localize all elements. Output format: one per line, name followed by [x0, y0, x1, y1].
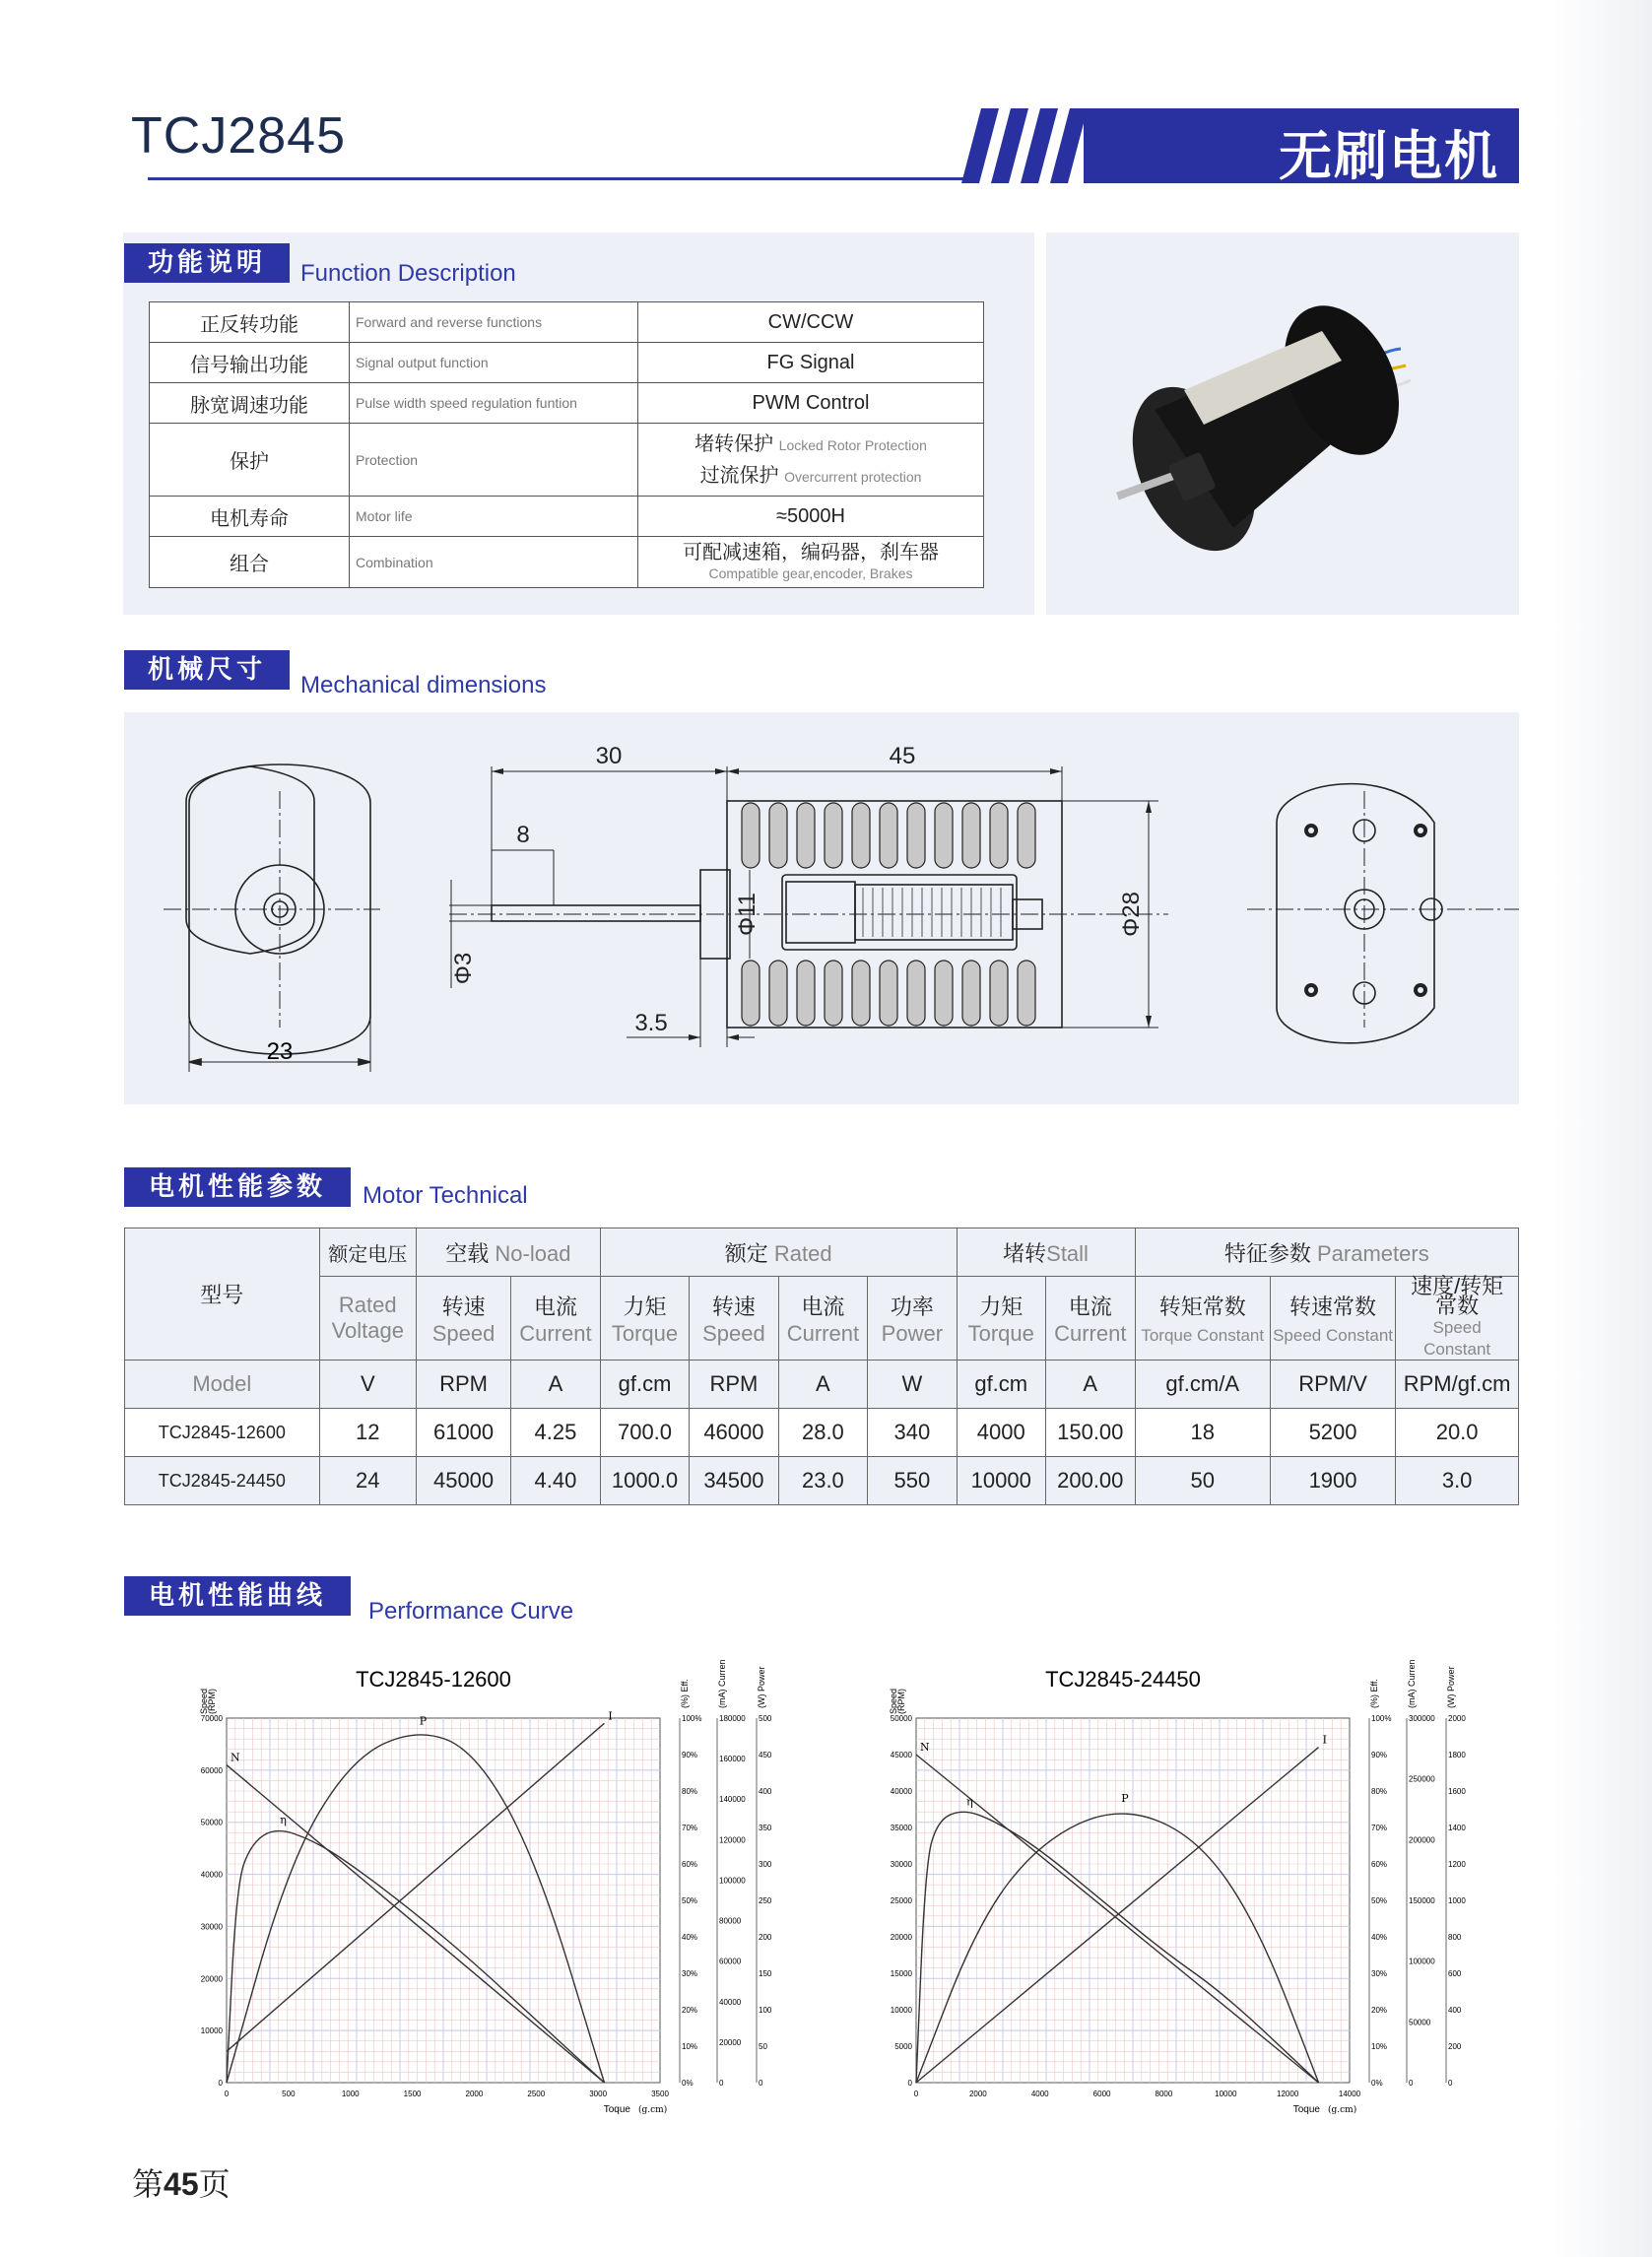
- subheader-cn: 转矩常数: [1158, 1294, 1246, 1319]
- protection-item-en: Overcurrent protection: [784, 468, 922, 485]
- table-row: [150, 383, 984, 424]
- series-label: I: [1322, 1733, 1327, 1747]
- protection-item: 过流保护: [699, 462, 779, 487]
- subheader-en: Torque Constant: [1141, 1325, 1265, 1345]
- table-cell: PWM Control: [638, 383, 984, 424]
- table-cell: 34500: [690, 1457, 778, 1505]
- right-tick-label: 2000: [1448, 1714, 1466, 1723]
- right-tick-label: 200: [1448, 2042, 1462, 2051]
- table-cell: 4000: [957, 1409, 1045, 1457]
- unit-cell: gf.cm: [600, 1361, 689, 1409]
- table-cell: 脉宽调速功能: [150, 383, 350, 424]
- header-cn: 堵转: [1003, 1241, 1047, 1267]
- right-tick-label: 0%: [1371, 2079, 1383, 2088]
- right-tick-label: 20000: [719, 2037, 742, 2047]
- table-cell: ≈5000H: [638, 497, 984, 537]
- header-en: No-load: [495, 1240, 571, 1266]
- table-cell: 61000: [416, 1409, 510, 1457]
- dim-30: 30: [595, 743, 623, 769]
- table-cell: 信号输出功能: [150, 343, 350, 383]
- table-header: [957, 1228, 1135, 1277]
- right-tick-label: 100%: [1371, 1714, 1392, 1723]
- right-tick-label: 40000: [719, 1997, 742, 2007]
- right-tick-label: 200: [759, 1933, 772, 1942]
- subheader: Voltage: [331, 1318, 404, 1343]
- y-tick-label: 40000: [200, 1870, 223, 1880]
- y-tick-label: 5000: [894, 2042, 912, 2051]
- series-label: η: [280, 1814, 287, 1826]
- table-header: 型号: [125, 1228, 320, 1361]
- table-header: [416, 1277, 510, 1361]
- table-row: [125, 1409, 1519, 1457]
- right-axis-label: (mA) Curren: [1407, 1659, 1417, 1708]
- x-tick-label: 0: [224, 2090, 230, 2098]
- table-header: [1045, 1277, 1135, 1361]
- series-label: P: [419, 1714, 428, 1728]
- x-tick-label: 10000: [1215, 2090, 1237, 2098]
- protection-item: 堵转保护: [694, 431, 774, 455]
- subheader-en: Current: [786, 1320, 860, 1346]
- right-tick-label: 150: [759, 1969, 772, 1978]
- y-tick-label: 0: [218, 2079, 223, 2088]
- subheader-cn: 电流: [533, 1294, 577, 1319]
- right-tick-label: 0: [1409, 2079, 1414, 2088]
- table-cell: 组合: [150, 537, 350, 588]
- right-axis-label: (%) Eff.: [680, 1679, 690, 1708]
- table-row: [125, 1228, 1519, 1277]
- table-cell: 340: [868, 1409, 957, 1457]
- table-header: [319, 1277, 416, 1361]
- table-header: [1396, 1274, 1519, 1361]
- page-prefix: 第: [132, 2165, 165, 2203]
- y-tick-label: 20000: [890, 1933, 912, 1942]
- table-cell: 550: [868, 1457, 957, 1505]
- y-tick-label: 10000: [890, 2006, 912, 2015]
- motor-photo: [1046, 232, 1519, 615]
- subheader-en: Speed Constant: [1273, 1325, 1393, 1345]
- table-header: [600, 1228, 957, 1277]
- right-tick-label: 60%: [1371, 1860, 1388, 1869]
- table-cell: 正反转功能: [150, 302, 350, 343]
- dim-28: Φ28: [1118, 892, 1145, 937]
- series-label: I: [608, 1709, 613, 1723]
- header-cn: 额定: [724, 1241, 768, 1267]
- series-label: η: [966, 1795, 973, 1809]
- category-banner: [1084, 108, 1519, 187]
- table-cell: 18: [1135, 1409, 1270, 1457]
- unit-cell: RPM/gf.cm: [1396, 1361, 1519, 1409]
- subheader-en: Speed: [431, 1320, 496, 1346]
- right-tick-label: 300: [759, 1860, 772, 1869]
- performance-chart-12600: [177, 1657, 788, 2120]
- table-cell: Motor life: [350, 497, 638, 537]
- right-tick-label: 10%: [1371, 2042, 1388, 2051]
- x-axis-label: Toque: [1292, 2104, 1320, 2115]
- right-tick-label: 20%: [1371, 2006, 1388, 2015]
- x-tick-label: 500: [282, 2090, 296, 2098]
- unit-cell: RPM: [416, 1361, 510, 1409]
- chart-title: TCJ2845-24450: [1045, 1667, 1201, 1692]
- subheader: Rated: [338, 1293, 397, 1317]
- table-row: [125, 1457, 1519, 1505]
- dim-45: 45: [889, 743, 916, 769]
- right-tick-label: 50: [759, 2042, 767, 2051]
- header-underline: [148, 177, 975, 180]
- table-cell: 28.0: [778, 1409, 868, 1457]
- table-header: [778, 1277, 868, 1361]
- subheader-en: Torque: [967, 1320, 1034, 1346]
- dim-23: 23: [266, 1038, 294, 1065]
- subheader-en: Current: [519, 1320, 592, 1346]
- table-cell: CW/CCW: [638, 302, 984, 343]
- page-suffix: 页: [198, 2165, 231, 2203]
- technical-section-subtitle: Motor Technical: [363, 1182, 528, 1209]
- mechanical-drawing-panel: [124, 712, 1519, 1104]
- right-tick-label: 90%: [682, 1751, 698, 1759]
- right-tick-label: 150000: [1409, 1896, 1435, 1905]
- right-tick-label: 1800: [1448, 1751, 1466, 1759]
- table-row: [150, 497, 984, 537]
- table-header: [868, 1277, 957, 1361]
- table-header: [1135, 1277, 1270, 1361]
- right-tick-label: 140000: [719, 1795, 746, 1805]
- dim-3-5: 3.5: [634, 1010, 668, 1036]
- right-tick-label: 20%: [682, 2006, 698, 2015]
- subheader-cn: 转速常数: [1289, 1294, 1377, 1319]
- subheader-cn: 功率: [890, 1294, 934, 1319]
- table-cell: 1900: [1270, 1457, 1395, 1505]
- motor-photo-panel: [1046, 232, 1519, 615]
- combination-value: 可配减速箱，编码器，刹车器: [683, 539, 939, 564]
- right-tick-label: 100000: [1409, 1957, 1435, 1966]
- right-tick-label: 50%: [1371, 1896, 1388, 1905]
- subheader-en: Torque: [611, 1320, 679, 1346]
- table-header: [1270, 1277, 1395, 1361]
- right-tick-label: 30%: [682, 1969, 698, 1978]
- table-cell: Forward and reverse functions: [350, 302, 638, 343]
- table-row: [150, 302, 984, 343]
- table-cell: 3.0: [1396, 1457, 1519, 1505]
- page-number: [132, 2159, 231, 2205]
- performance-section-subtitle: Performance Curve: [368, 1598, 574, 1625]
- x-tick-label: 4000: [1030, 2090, 1049, 2098]
- x-tick-label: 2000: [465, 2090, 484, 2098]
- subheader-cn: 力矩: [623, 1294, 667, 1319]
- unit-cell: RPM/V: [1270, 1361, 1395, 1409]
- x-tick-label: 2500: [527, 2090, 546, 2098]
- right-axis-label: (mA) Curren: [717, 1659, 727, 1708]
- function-section-title: 功能说明: [124, 243, 290, 283]
- x-tick-label: 1500: [403, 2090, 422, 2098]
- table-cell: Pulse width speed regulation funtion: [350, 383, 638, 424]
- y-axis-label: Speed: [889, 1688, 898, 1714]
- table-cell: 50: [1135, 1457, 1270, 1505]
- right-tick-label: 300000: [1409, 1714, 1435, 1723]
- performance-section-title: 电机性能曲线: [124, 1576, 351, 1616]
- table-header: [1135, 1228, 1518, 1277]
- right-tick-label: 600: [1448, 1969, 1462, 1978]
- subheader-en: Power: [881, 1320, 944, 1346]
- table-cell: TCJ2845-24450: [125, 1457, 320, 1505]
- y-tick-label: 30000: [200, 1922, 223, 1932]
- table-header: [511, 1277, 601, 1361]
- y-axis-unit: (RPM): [896, 1689, 906, 1714]
- y-tick-label: 15000: [890, 1969, 912, 1978]
- y-tick-label: 35000: [890, 1824, 912, 1832]
- right-tick-label: 160000: [719, 1755, 746, 1764]
- y-tick-label: 10000: [200, 2026, 223, 2036]
- right-tick-label: 50000: [1409, 2018, 1431, 2027]
- series-label: P: [1121, 1791, 1129, 1805]
- right-tick-label: 400: [1448, 2006, 1462, 2015]
- function-section-subtitle: Function Description: [300, 260, 516, 287]
- unit-cell: gf.cm: [957, 1361, 1045, 1409]
- unit-cell: W: [868, 1361, 957, 1409]
- category-title: 无刷电机: [1279, 125, 1499, 187]
- page-number-value: 45: [164, 2166, 199, 2202]
- right-axis-label: (W) Power: [757, 1666, 766, 1708]
- right-tick-label: 50%: [682, 1896, 698, 1905]
- table-cell: 46000: [690, 1409, 778, 1457]
- subheader-cn: 力矩: [979, 1294, 1024, 1319]
- right-tick-label: 80%: [1371, 1787, 1388, 1796]
- series-label: N: [920, 1741, 930, 1754]
- table-cell: 700.0: [600, 1409, 689, 1457]
- y-tick-label: 70000: [200, 1714, 223, 1723]
- right-axis-label: (%) Eff.: [1369, 1679, 1379, 1708]
- function-table: [149, 301, 984, 588]
- right-tick-label: 40%: [682, 1933, 698, 1942]
- table-cell: [638, 424, 984, 497]
- unit-cell: RPM: [690, 1361, 778, 1409]
- table-cell: 20.0: [1396, 1409, 1519, 1457]
- table-cell: 150.00: [1045, 1409, 1135, 1457]
- table-cell: 5200: [1270, 1409, 1395, 1457]
- unit-cell: A: [511, 1361, 601, 1409]
- table-cell: [638, 537, 984, 588]
- subheader-cn: 常数: [1435, 1294, 1480, 1318]
- header-cn: 空载: [445, 1241, 490, 1267]
- right-tick-label: 400: [759, 1787, 772, 1796]
- right-tick-label: 1600: [1448, 1787, 1466, 1796]
- unit-cell: Model: [125, 1361, 320, 1409]
- x-tick-label: 3000: [589, 2090, 608, 2098]
- table-header: [600, 1277, 689, 1361]
- table-cell: 12: [319, 1409, 416, 1457]
- right-tick-label: 180000: [719, 1714, 746, 1723]
- subheader-cn: 速度/转矩: [1411, 1274, 1504, 1298]
- right-tick-label: 80%: [682, 1787, 698, 1796]
- x-axis-unit: (g.cm): [638, 2105, 668, 2115]
- table-cell: 10000: [957, 1457, 1045, 1505]
- right-tick-label: 1000: [1448, 1896, 1466, 1905]
- table-row: [150, 424, 984, 497]
- y-tick-label: 60000: [200, 1765, 223, 1775]
- unit-cell: A: [778, 1361, 868, 1409]
- subheader-cn: 电流: [1068, 1294, 1112, 1319]
- right-tick-label: 1200: [1448, 1860, 1466, 1869]
- y-tick-label: 30000: [890, 1860, 912, 1869]
- series-label: N: [231, 1751, 240, 1764]
- table-cell: 4.25: [511, 1409, 601, 1457]
- mechanical-section-title: 机械尺寸: [124, 650, 290, 690]
- right-tick-label: 0: [1448, 2079, 1453, 2088]
- right-tick-label: 0%: [682, 2079, 694, 2088]
- x-tick-label: 6000: [1092, 2090, 1111, 2098]
- unit-cell: gf.cm/A: [1135, 1361, 1270, 1409]
- technical-table: [124, 1228, 1519, 1505]
- right-tick-label: 0: [719, 2079, 724, 2088]
- table-header: [690, 1277, 778, 1361]
- mechanical-section-subtitle: Mechanical dimensions: [300, 672, 547, 698]
- right-tick-label: 70%: [682, 1824, 698, 1832]
- x-tick-label: 3500: [651, 2090, 669, 2098]
- y-tick-label: 50000: [200, 1818, 223, 1827]
- right-tick-label: 1400: [1448, 1824, 1466, 1832]
- table-header: 额定电压: [319, 1228, 416, 1277]
- subheader-en: Speed: [702, 1320, 765, 1346]
- header-en: Parameters: [1317, 1240, 1429, 1266]
- header-cn: 特征参数: [1223, 1241, 1311, 1267]
- combination-value-en: Compatible gear,encoder, Brakes: [708, 564, 913, 581]
- table-cell: 24: [319, 1457, 416, 1505]
- right-tick-label: 200000: [1409, 1835, 1435, 1845]
- y-axis-label: Speed: [199, 1688, 209, 1714]
- unit-cell: A: [1045, 1361, 1135, 1409]
- right-tick-label: 250000: [1409, 1774, 1435, 1784]
- right-tick-label: 100%: [682, 1714, 702, 1723]
- right-tick-label: 100000: [719, 1876, 746, 1886]
- table-cell: 23.0: [778, 1457, 868, 1505]
- x-tick-label: 0: [913, 2090, 919, 2098]
- header-en: Stall: [1046, 1240, 1089, 1266]
- right-tick-label: 350: [759, 1824, 772, 1832]
- table-row: [150, 537, 984, 588]
- y-tick-label: 50000: [890, 1714, 912, 1723]
- x-tick-label: 8000: [1155, 2090, 1173, 2098]
- right-tick-label: 250: [759, 1896, 772, 1905]
- right-tick-label: 100: [759, 2006, 772, 2015]
- table-cell: 电机寿命: [150, 497, 350, 537]
- table-row: [125, 1277, 1519, 1361]
- right-tick-label: 800: [1448, 1933, 1462, 1942]
- page-edge-shade: [1553, 0, 1652, 2257]
- x-axis-label: Toque: [603, 2104, 630, 2115]
- chart-title: TCJ2845-12600: [356, 1667, 511, 1692]
- table-cell: FG Signal: [638, 343, 984, 383]
- right-tick-label: 500: [759, 1714, 772, 1723]
- model-title: TCJ2845: [131, 107, 346, 165]
- x-tick-label: 14000: [1338, 2090, 1361, 2098]
- right-axis-label: (W) Power: [1446, 1666, 1456, 1708]
- table-header: [957, 1277, 1045, 1361]
- dim-3: Φ3: [450, 952, 477, 985]
- x-tick-label: 12000: [1277, 2090, 1299, 2098]
- y-tick-label: 20000: [200, 1974, 223, 1984]
- y-tick-label: 40000: [890, 1787, 912, 1796]
- x-axis-unit: (g.cm): [1328, 2105, 1357, 2115]
- subheader-cn: 电流: [801, 1294, 845, 1319]
- table-cell: Combination: [350, 537, 638, 588]
- mechanical-drawing: [124, 712, 1519, 1104]
- technical-section-title: 电机性能参数: [124, 1167, 351, 1207]
- subheader-en: Speed Constant: [1423, 1318, 1491, 1359]
- y-tick-label: 0: [907, 2079, 912, 2088]
- subheader-cn: 转速: [711, 1294, 756, 1319]
- header-stripes: [961, 108, 1099, 183]
- table-cell: 200.00: [1045, 1457, 1135, 1505]
- subheader-cn: 转速: [441, 1294, 486, 1319]
- dim-11: Φ11: [734, 892, 760, 937]
- right-tick-label: 60%: [682, 1860, 698, 1869]
- right-tick-label: 0: [759, 2079, 763, 2088]
- table-row: [150, 343, 984, 383]
- table-cell: 保护: [150, 424, 350, 497]
- unit-cell: V: [319, 1361, 416, 1409]
- right-tick-label: 120000: [719, 1835, 746, 1845]
- right-tick-label: 30%: [1371, 1969, 1388, 1978]
- table-cell: 45000: [416, 1457, 510, 1505]
- right-tick-label: 60000: [719, 1957, 742, 1966]
- subheader-en: Current: [1054, 1320, 1127, 1346]
- table-row: [125, 1361, 1519, 1409]
- table-cell: 1000.0: [600, 1457, 689, 1505]
- right-tick-label: 90%: [1371, 1751, 1388, 1759]
- right-tick-label: 80000: [719, 1916, 742, 1926]
- table-cell: 4.40: [511, 1457, 601, 1505]
- y-tick-label: 25000: [890, 1896, 912, 1905]
- right-tick-label: 450: [759, 1751, 772, 1759]
- header-en: Rated: [773, 1240, 832, 1266]
- table-cell: Signal output function: [350, 343, 638, 383]
- right-tick-label: 10%: [682, 2042, 698, 2051]
- right-tick-label: 40%: [1371, 1933, 1388, 1942]
- x-tick-label: 1000: [341, 2090, 360, 2098]
- table-header: [416, 1228, 600, 1277]
- y-tick-label: 45000: [890, 1751, 912, 1759]
- table-cell: TCJ2845-12600: [125, 1409, 320, 1457]
- dim-8: 8: [516, 822, 530, 848]
- x-tick-label: 2000: [968, 2090, 987, 2098]
- protection-item-en: Locked Rotor Protection: [778, 436, 927, 453]
- right-tick-label: 70%: [1371, 1824, 1388, 1832]
- y-axis-unit: (RPM): [207, 1689, 217, 1714]
- performance-chart-24450: [867, 1657, 1478, 2120]
- table-cell: Protection: [350, 424, 638, 497]
